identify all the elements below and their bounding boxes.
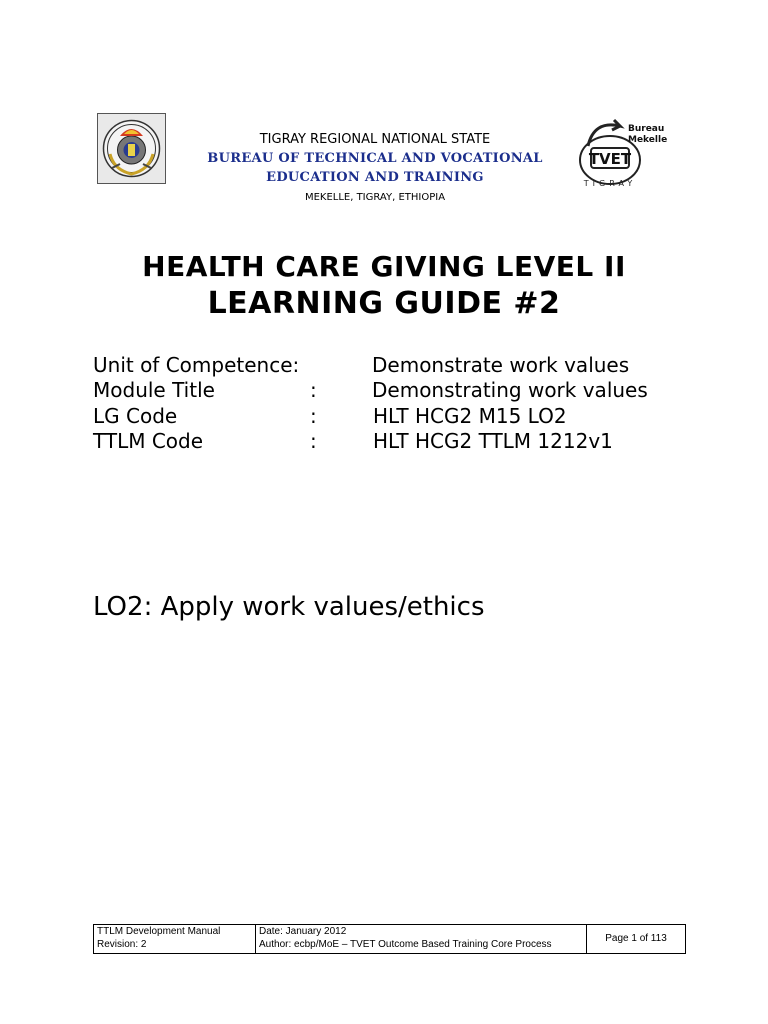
info-value: Demonstrating work values (372, 378, 648, 402)
header-bureau-name: BUREAU OF TECHNICAL AND VOCATIONAL (207, 151, 543, 166)
tigray-logo-text: TIGRAY (583, 179, 637, 188)
info-label: TTLM Code (93, 429, 204, 453)
info-value: HLT HCG2 M15 LO2 (373, 404, 567, 428)
info-value: Demonstrate work values (372, 353, 630, 377)
header-education-name: EDUCATION AND TRAINING (266, 170, 484, 185)
document-subtitle: LEARNING GUIDE #2 (207, 286, 561, 321)
header-state-name: TIGRAY REGIONAL NATIONAL STATE (259, 132, 491, 147)
regional-seal-logo (97, 113, 166, 184)
tvet-logo-text: TVET (588, 150, 632, 168)
info-label: LG Code (93, 404, 178, 428)
footer-date: Date: January 2012 (259, 926, 347, 937)
document-title: HEALTH CARE GIVING LEVEL II (142, 250, 626, 283)
bureau-logo-text: Bureau (628, 124, 665, 134)
footer-page-number: Page 1 of 113 (605, 933, 667, 944)
mekelle-logo-text: Mekelle (628, 135, 668, 145)
info-value: HLT HCG2 TTLM 1212v1 (373, 429, 613, 453)
info-separator: : (310, 378, 317, 402)
info-separator: : (310, 429, 317, 453)
footer-author: Author: ecbp/MoE – TVET Outcome Based Training Core Process (259, 939, 552, 950)
info-separator: : (310, 404, 317, 428)
learning-outcome-heading: LO2: Apply work values/ethics (93, 592, 485, 622)
info-label: Unit of Competence: (93, 353, 300, 377)
footer-date-author-cell (256, 925, 587, 954)
footer-revision: Revision: 2 (97, 939, 147, 950)
tvet-bureau-logo (574, 116, 674, 192)
info-label: Module Title (93, 378, 215, 402)
header-location: MEKELLE, TIGRAY, ETHIOPIA (304, 192, 446, 203)
footer-manual: TTLM Development Manual (97, 926, 221, 937)
footer-table (93, 924, 686, 954)
footer-page-cell (587, 925, 686, 954)
footer-manual-cell (94, 925, 256, 954)
